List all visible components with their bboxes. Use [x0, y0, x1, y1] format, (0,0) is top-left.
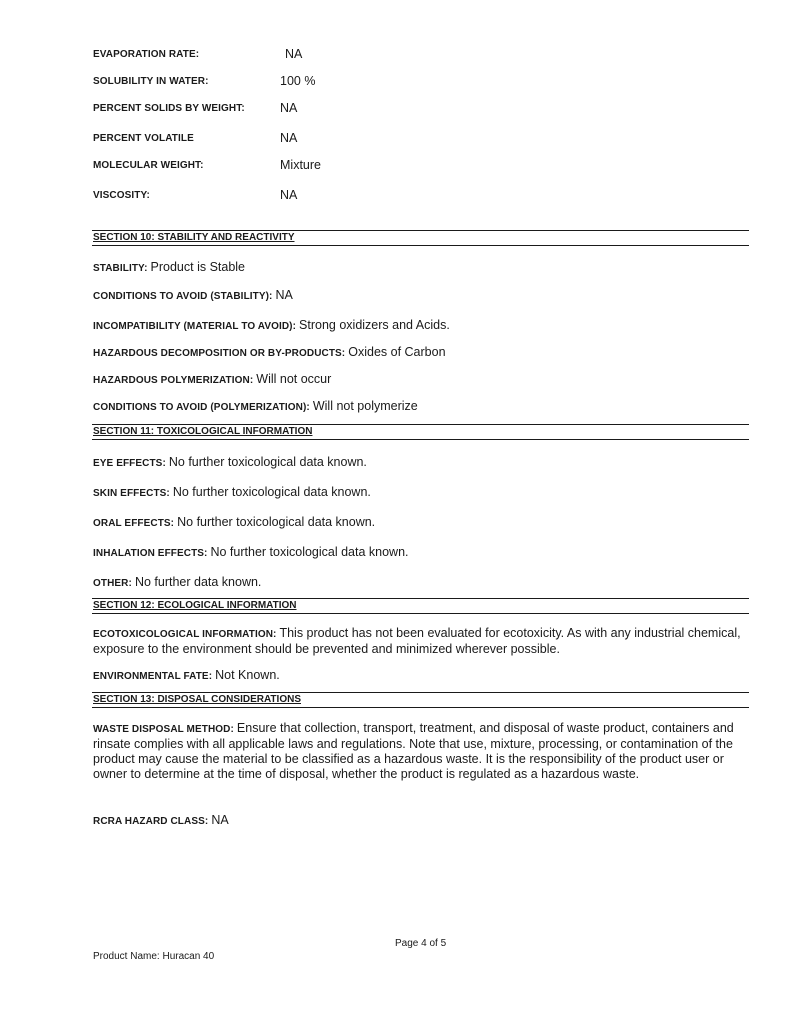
property-label: MOLECULAR WEIGHT:: [93, 160, 204, 171]
property-row-solubility: [93, 74, 693, 90]
field-label: EYE EFFECTS:: [93, 458, 166, 469]
section-12-header: [92, 599, 749, 614]
property-label: EVAPORATION RATE:: [93, 49, 200, 60]
section-11-header: [92, 425, 749, 440]
field-value: No further toxicological data known.: [177, 515, 376, 529]
property-row-percent-solids: [93, 101, 693, 117]
stability-line: [93, 258, 753, 276]
property-row-molecular-weight: [93, 158, 693, 174]
field-value: Not Known.: [215, 668, 280, 682]
field-label: ENVIRONMENTAL FATE:: [93, 671, 213, 682]
field-label: RCRA HAZARD CLASS:: [93, 816, 209, 827]
hazardous-decomposition-line: [93, 343, 753, 361]
field-label: WASTE DISPOSAL METHOD:: [93, 724, 234, 735]
field-label: INCOMPATIBILITY (MATERIAL TO AVOID):: [93, 321, 297, 332]
hazardous-polymerization-line: [93, 370, 753, 388]
property-label: PERCENT SOLIDS BY WEIGHT:: [93, 103, 245, 114]
property-row-viscosity: [93, 188, 693, 204]
field-value: No further toxicological data known.: [168, 455, 367, 469]
field-value: NA: [275, 288, 293, 302]
incompatibility-line: [93, 316, 753, 334]
field-value: Ensure that collection, transport, treatment, and disposal of waste product, containers and rinsate complies with all applicable laws and regulations. Note that use, mixture, processing, or contamination of the product may cause the material to be classified as a hazardous waste. It is the responsibility of the product user or owner to determine at the time of disposal, whether the product is regulated as a hazardous waste.: [93, 721, 734, 781]
environmental-fate-line: [93, 666, 753, 684]
field-label: HAZARDOUS POLYMERIZATION:: [93, 375, 254, 386]
ecotoxicological-paragraph: [93, 626, 751, 657]
field-label: OTHER:: [93, 578, 132, 589]
product-name: Product Name: Huracan 40: [93, 951, 215, 962]
field-value: No further toxicological data known.: [172, 485, 371, 499]
property-row-percent-volatile: [93, 131, 693, 147]
property-value: Mixture: [280, 158, 321, 172]
other-effects-line: [93, 573, 753, 591]
eye-effects-line: [93, 453, 753, 471]
field-label: HAZARDOUS DECOMPOSITION OR BY-PRODUCTS:: [93, 348, 346, 359]
property-label: PERCENT VOLATILE: [93, 133, 194, 144]
field-value: Will not occur: [256, 372, 332, 386]
field-value: This product has not been evaluated for ecotoxicity. As with any industrial chemical, exposure to the environment should be prevented and minimized wherever possible.: [93, 626, 741, 656]
field-value: No further toxicological data known.: [210, 545, 409, 559]
field-label: INHALATION EFFECTS:: [93, 548, 208, 559]
field-value: NA: [211, 813, 229, 827]
property-value: NA: [280, 131, 298, 145]
page-number: Page 4 of 5: [395, 938, 447, 949]
conditions-to-avoid-stability-line: [93, 286, 753, 304]
field-label: SKIN EFFECTS:: [93, 488, 170, 499]
field-label: STABILITY:: [93, 263, 148, 274]
property-value: NA: [285, 47, 303, 61]
field-label: ECOTOXICOLOGICAL INFORMATION:: [93, 629, 277, 640]
inhalation-effects-line: [93, 543, 753, 561]
section-10-header: [92, 231, 749, 246]
conditions-to-avoid-polymerization-line: [93, 397, 753, 415]
field-value: Strong oxidizers and Acids.: [299, 318, 450, 332]
field-label: CONDITIONS TO AVOID (POLYMERIZATION):: [93, 402, 310, 413]
waste-disposal-paragraph: [93, 721, 751, 782]
property-value: 100 %: [280, 74, 316, 88]
section-title: SECTION 10: STABILITY AND REACTIVITY: [93, 232, 295, 243]
property-row-evaporation-rate: [93, 47, 693, 63]
property-label: VISCOSITY:: [93, 190, 150, 201]
field-value: Oxides of Carbon: [348, 345, 446, 359]
field-value: Will not polymerize: [312, 399, 418, 413]
property-value: NA: [280, 188, 298, 202]
oral-effects-line: [93, 513, 753, 531]
field-label: CONDITIONS TO AVOID (STABILITY):: [93, 291, 273, 302]
field-label: ORAL EFFECTS:: [93, 518, 175, 529]
rcra-hazard-class-line: [93, 811, 753, 829]
section-13-header: [92, 693, 749, 708]
property-label: SOLUBILITY IN WATER:: [93, 76, 209, 87]
skin-effects-line: [93, 483, 753, 501]
property-value: NA: [280, 101, 298, 115]
section-title: SECTION 12: ECOLOGICAL INFORMATION: [93, 600, 297, 611]
section-title: SECTION 13: DISPOSAL CONSIDERATIONS: [93, 694, 301, 705]
field-value: Product is Stable: [150, 260, 246, 274]
field-value: No further data known.: [134, 575, 262, 589]
section-title: SECTION 11: TOXICOLOGICAL INFORMATION: [93, 426, 313, 437]
